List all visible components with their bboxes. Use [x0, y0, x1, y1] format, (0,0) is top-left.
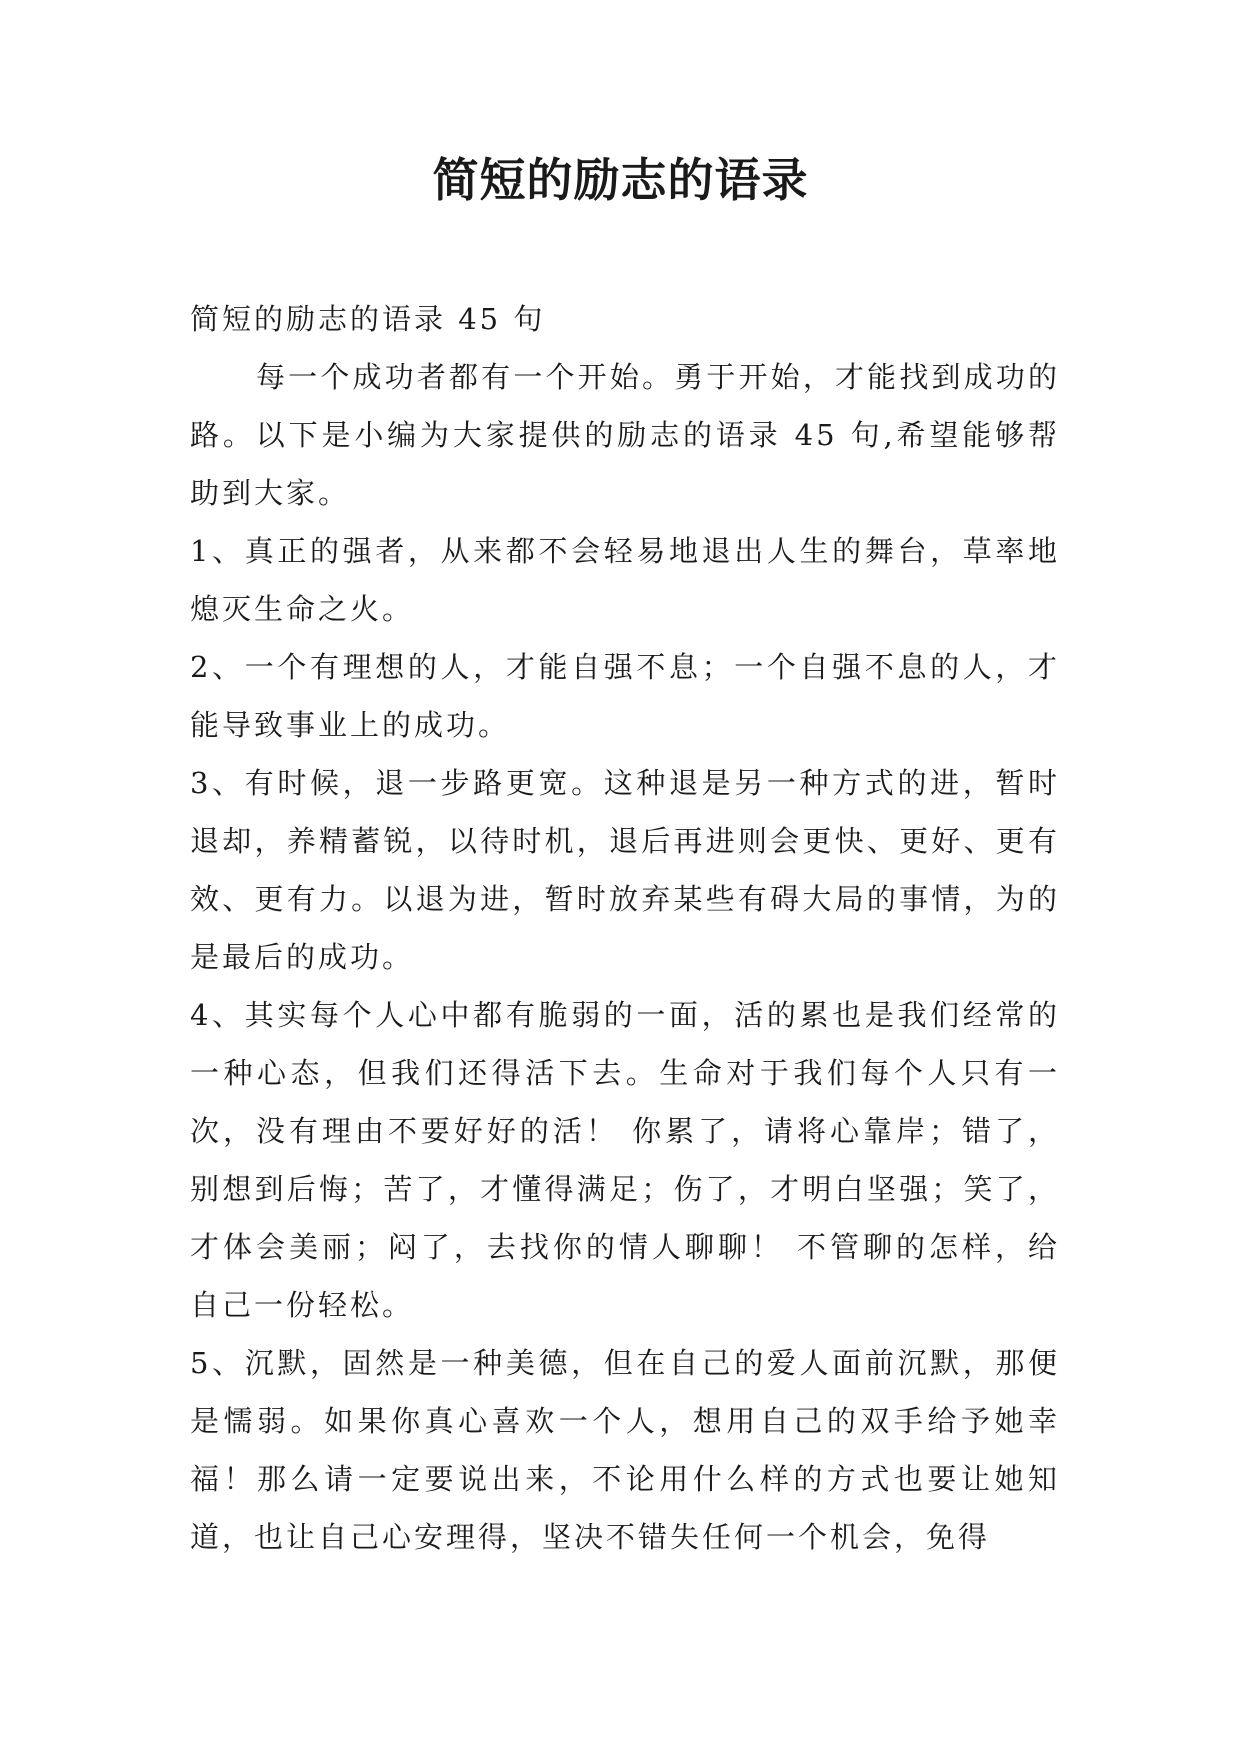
document-title: 简短的励志的语录 [432, 153, 809, 207]
quote-item-3: 3、有时候，退一步路更宽。这种退是另一种方式的进，暂时退却，养精蓄锐，以待时机，退后再进则会更快、更好、更有效、更有力。以退为进，暂时放弃某些有碍大局的事情，为的是最后的成功。 [190, 766, 1060, 974]
document-subtitle: 简短的励志的语录 45 句 [190, 302, 546, 336]
quote-item-5: 5、沉默，固然是一种美德，但在自己的爱人面前沉默，那便是懦弱。如果你真心喜欢一个人，想用自己的双手给予她幸福！那么请一定要说出来，不论用什么样的方式也要让她知道，也让自己心安理得，坚决不错失任何一个机会，免得 [190, 1346, 1060, 1554]
intro-paragraph: 每一个成功者都有一个开始。勇于开始，才能找到成功的路。以下是小编为大家提供的励志的语录 45 句,希望能够帮助到大家。 [190, 360, 1060, 510]
quote-item-1: 1、真正的强者，从来都不会轻易地退出人生的舞台，草率地熄灭生命之火。 [190, 534, 1060, 626]
quote-item-4: 4、其实每个人心中都有脆弱的一面，活的累也是我们经常的一种心态，但我们还得活下去。生命对于我们每个人只有一次，没有理由不要好好的活！ 你累了，请将心靠岸；错了，别想到后悔；苦了，才懂得满足；伤了，才明白坚强；笑了，才体会美丽；闷了，去找你的情人聊聊！ 不管聊的怎样，给自己一份轻松。 [190, 998, 1060, 1322]
quote-item-2: 2、一个有理想的人，才能自强不息；一个自强不息的人，才能导致事业上的成功。 [190, 650, 1060, 742]
document-body [190, 290, 1060, 1566]
